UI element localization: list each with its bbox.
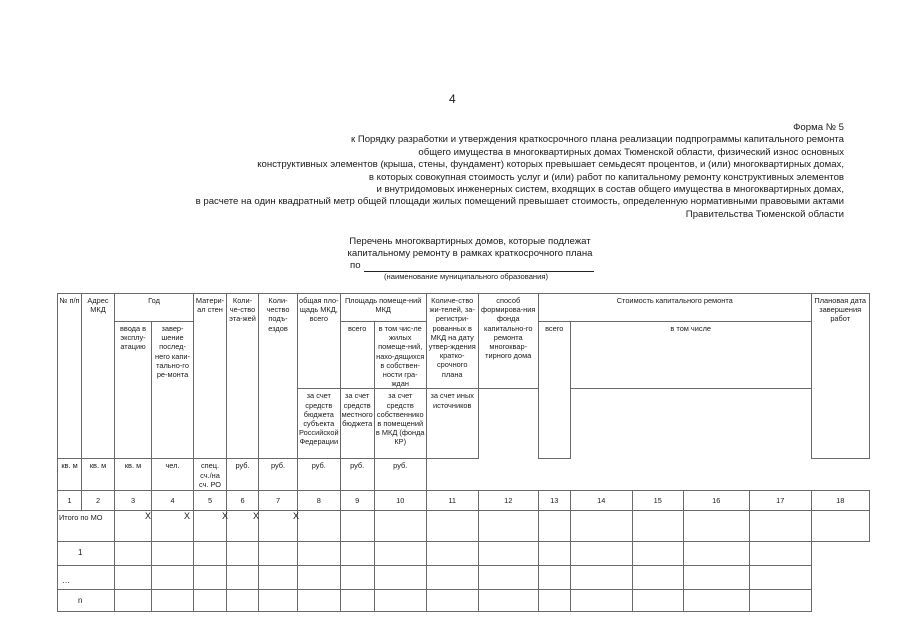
header-line: общего имущества в многоквартирных домах Тюменской области, физический износ основных [418,146,844,158]
table-cell [632,542,683,566]
col-number: 17 [749,491,811,511]
col-residents-header: Количе-ство жи-телей, за-регистри-рованных в МКД на дату утвер-ждения кратко-срочного плана [426,294,478,389]
title-line: Перечень многоквартирных домов, которые подлежат [349,236,591,247]
table-cell [374,590,426,612]
table-cell [632,511,683,542]
col-year-header: Год [115,294,194,322]
col-area-all-header: всего [340,322,374,389]
document-title [250,236,690,282]
table-cell [538,590,570,612]
table-cell [194,542,227,566]
col-year-last-repair-header: завер-шение послед-него капи-тально-го ре-монта [152,322,194,459]
x-mark: X [293,511,300,522]
x-mark: X [222,511,229,522]
col-year-commission-header: ввода в эксплу-атацию [115,322,152,459]
table-cell [298,542,341,566]
table-cell [298,590,341,612]
col-number: 18 [811,491,869,511]
table-cell [749,542,811,566]
unit-cost-owners: руб. [340,459,374,491]
header-line: и внутридомовых инженерных систем, входящих в состав общего имущества в многоквартирных домах, [376,184,844,196]
col-floors-header: Коли-че-ство эта-жей [227,294,259,459]
table-cell [374,566,426,590]
col-number: 8 [298,491,341,511]
table-cell [194,590,227,612]
table-cell [749,590,811,612]
table-cell [115,511,152,542]
table-cell [426,566,478,590]
table-cell [152,542,194,566]
table-cell [570,566,632,590]
table-cell [340,590,374,612]
table-cell [259,511,298,542]
table-cell [115,542,152,566]
totals-label: Итого по МО [58,511,115,542]
table-cell [298,566,341,590]
page-number: 4 [449,92,456,106]
table-cell [194,511,227,542]
col-number: 7 [259,491,298,511]
table-cell [632,590,683,612]
table-cell [749,566,811,590]
table-cell [683,566,749,590]
table-cell [538,542,570,566]
col-cost-owners-header: за счет средств собственнико в помещений в МКД (фонда КР) [374,389,426,459]
table-cell [259,542,298,566]
col-number: 12 [478,491,538,511]
table-cell [683,590,749,612]
unit-cost-local: руб. [298,459,341,491]
table-cell [538,511,570,542]
col-cost-region-header: за счет средств бюджета субъекта Российской Федерации [298,389,341,459]
table-cell [426,590,478,612]
x-mark: X [253,511,260,522]
unit-fund-method: спец. сч./на сч. РО [194,459,227,491]
unit-cost-total: руб. [227,459,259,491]
unit-residents: чел. [152,459,194,491]
table-cell [478,511,538,542]
unit-total-area: кв. м [58,459,82,491]
header-line: в расчете на один квадратный метр общей площади жилых помещений превышает стоимость, определенную нормативными правовыми актами [195,196,844,208]
unit-area-private: кв. м [115,459,152,491]
col-number: 10 [374,491,426,511]
table-row [58,566,870,590]
col-total-area-header: общая пло-щадь МКД, всего [298,294,341,389]
col-entrances-header: Коли-чество подъ-ездов [259,294,298,459]
table-cell [426,511,478,542]
col-number: 5 [194,491,227,511]
table-cell [298,511,341,542]
table-cell [570,590,632,612]
col-cost-group-header: Стоимость капитального ремонта [538,294,811,322]
form-label: Форма № 5 [793,122,844,133]
col-cost-local-header: за счет средств местного бюджета [340,389,374,459]
row-mark: 1 [78,548,83,558]
table-cell [227,590,259,612]
table-row [58,542,870,566]
table-cell [749,511,811,542]
table-cell [632,566,683,590]
x-mark: X [145,511,152,522]
table-cell [374,542,426,566]
table-cell [227,511,259,542]
totals-row [58,511,870,542]
col-area-private-header: в том чис-ле жилых помеще-ний, нахо-дящихся в собствен-ности гра-ждан [374,322,426,389]
col-address-header: Адрес МКД [82,294,115,459]
col-number: 16 [683,491,749,511]
col-number: 1 [58,491,82,511]
table-cell [426,542,478,566]
table-cell [227,566,259,590]
table-cell [478,542,538,566]
po-label: по [350,260,361,271]
col-fund-method-header: способ формирова-ния фонда капитально-го ремонта многоквар-тирного дома [478,294,538,389]
column-numbers-row [58,491,870,511]
col-area-group-header: Площадь помеще-ний МКД [340,294,426,322]
table-cell [194,566,227,590]
unit-cost-region: руб. [259,459,298,491]
table-cell [259,566,298,590]
header-line: Правительства Тюменской области [685,208,844,220]
col-cost-total-header: всего [538,322,570,459]
table-cell [683,542,749,566]
table-cell [152,566,194,590]
table-cell [152,511,194,542]
table-cell [340,542,374,566]
table-cell [570,511,632,542]
col-number: 9 [340,491,374,511]
municipality-caption: (наименование муниципального образования) [384,272,548,281]
table-cell [811,511,869,542]
table-row [58,590,870,612]
header-line: к Порядку разработки и утверждения краткосрочного плана реализации подпрограммы капитального ремонта [350,134,844,146]
col-number: 6 [227,491,259,511]
col-cost-other-header: за счет иных источников [426,389,478,459]
row-number-cell [58,590,115,612]
col-number: 4 [152,491,194,511]
municipality-underline [364,271,594,272]
col-number: 11 [426,491,478,511]
table-cell [570,542,632,566]
table-cell [340,511,374,542]
title-line: капитальному ремонту в рамках краткосрочного плана [347,248,593,259]
col-number: 3 [115,491,152,511]
table-cell [340,566,374,590]
unit-area-all: кв. м [82,459,115,491]
col-wall-material-header: Матери-ал стен [194,294,227,459]
col-completion-date-header: Плановая дата завершения работ [811,294,869,459]
row-number-cell [58,566,115,590]
table-cell [115,566,152,590]
col-number: 2 [82,491,115,511]
table-cell [227,542,259,566]
row-mark: … [62,576,70,586]
table-cell [259,590,298,612]
header-line: конструктивных элементов (крыша, стены, фундамент) которых превышает семьдесят процентов, и (или) многоквартирных домах, [257,159,844,171]
table-cell [478,590,538,612]
col-cost-incl-header: в том числе [570,322,811,389]
table-cell [538,566,570,590]
header-line: в которых совокупная стоимость услуг и (или) работ по капитальному ремонту конструктивных элементов [368,171,844,183]
municipality-line [250,260,690,272]
row-mark: n [78,596,83,606]
table-cell [152,590,194,612]
col-number: 13 [538,491,570,511]
form-header [196,122,844,221]
col-number: 14 [570,491,632,511]
houses-table [57,293,870,612]
table-cell [374,511,426,542]
table-cell [478,566,538,590]
col-number: 15 [632,491,683,511]
unit-cost-other: руб. [374,459,426,491]
col-num-header: № п/п [58,294,82,459]
table-cell [115,590,152,612]
table-cell [683,511,749,542]
x-mark: X [184,511,191,522]
row-number-cell [58,542,115,566]
